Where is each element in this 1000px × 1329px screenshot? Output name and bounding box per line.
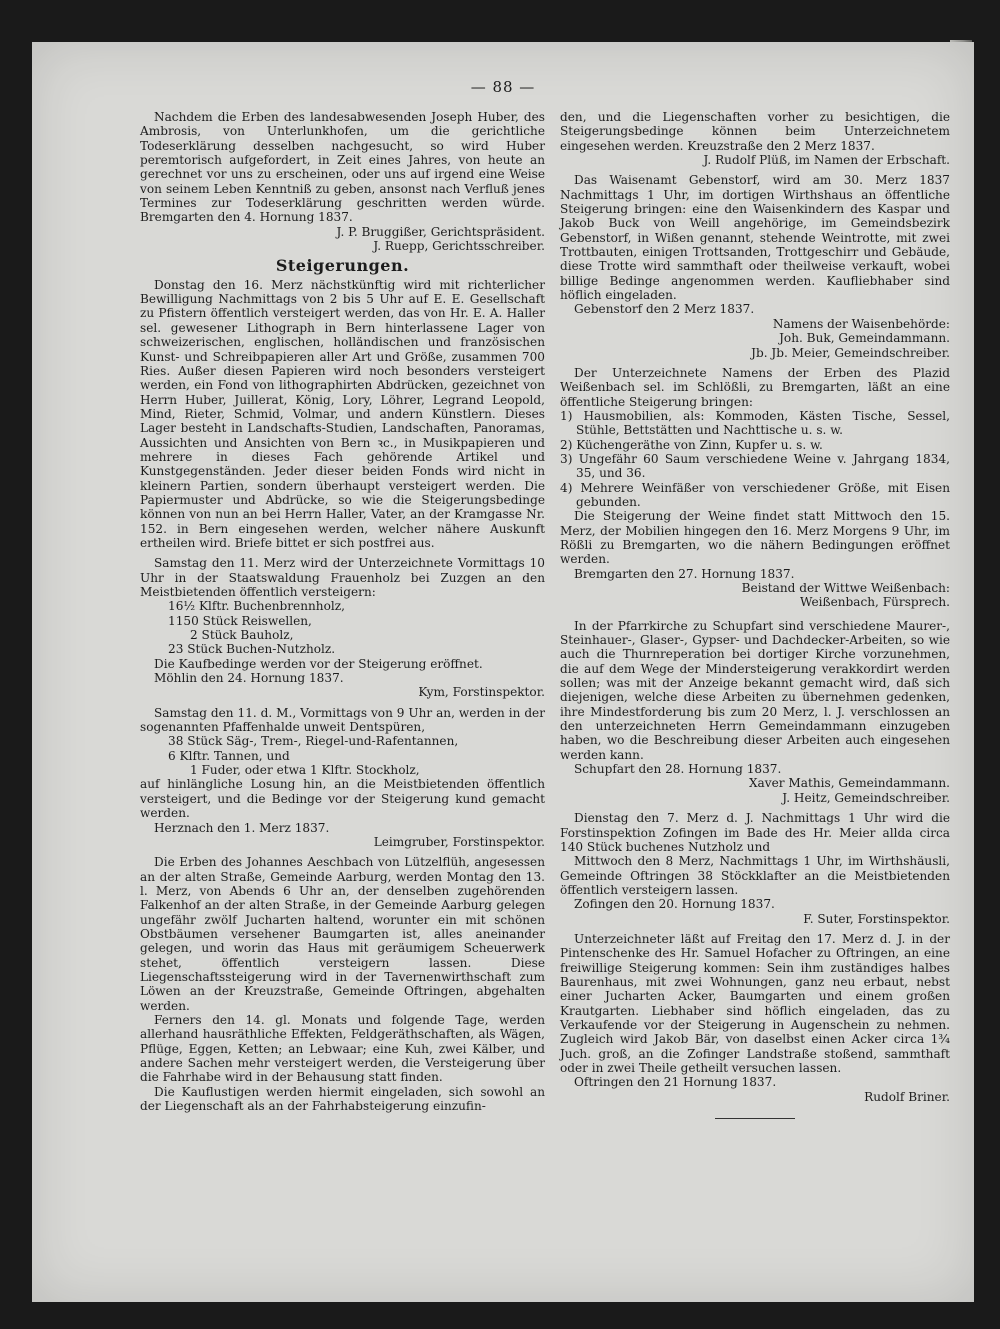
- notice-pfaffenhalde-item: 6 Klftr. Tannen, und: [168, 748, 290, 763]
- notice-pfaffenhalde-place: Herznach den 1. Merz 1837.: [154, 820, 330, 835]
- notice-pfaffenhalde-item: 38 Stück Säg-, Trem-, Riegel-und-Rafentannen,: [168, 734, 459, 749]
- notice-huber-sign-2: J. Ruepp, Gerichtsschreiber.: [373, 239, 545, 254]
- notice-weissenbach-sign: Weißenbach, Fürsprech.: [800, 595, 950, 610]
- notice-weissenbach-intro: Der Unterzeichnete Namens der Erben des Plazid Weißenbach sel. im Schlößli, zu Bremgarten, läßt an eine öffentliche Steigerung bringen:: [560, 365, 950, 409]
- notice-schupfart-sign-2: J. Heitz, Gemeindschreiber.: [782, 790, 950, 805]
- notice-gebenstorf-sign-2: Jb. Jb. Meier, Gemeindschreiber.: [751, 345, 950, 360]
- notice-gebenstorf-sign-1: Joh. Buk, Gemeindammann.: [779, 331, 950, 346]
- notice-zofingen-sign: F. Suter, Forstinspektor.: [803, 911, 950, 926]
- notice-schupfart-text: In der Pfarrkirche zu Schupfart sind verschiedene Maurer-, Steinhauer-, Glaser-, Gypser- und Dachdecker-Arbeiten, so wie auch die Thurnreperation bei dortiger Kirche vorzunehmen, die auf dem Wege der Mindersteigerung verakkordirt werden sollen; was mit der Anzeige bekannt gemacht wird, daß sich diejenigen, welche diese Arbeiten zu übernehmen gedenken, ihre Mindestforderung bis zum 20 Merz, l. J. verschlossen an den unterzeichneten Herrn Gemeindammann einzugeben haben, wo die Beschreibung dieser Arbeiten auch eingesehen werden kann.: [560, 618, 950, 762]
- notice-aeschbach-p1: Die Erben des Johannes Aeschbach von Lützelflüh, angesessen an der alten Straße, Gemeinde Aarburg, werden Montag den 13. l. Merz, von Abends 6 Uhr an, der denselben zugehörenden Falkenhof an der alten Straße, in der Gemeinde Aarburg gelegen ungefähr zwölf Jucharten haltend, worunter ein mit schönen Obstbäumen versehener Baumgarten ist, alles aneinander gelegen, und worin das Haus mit geräumigem Scheuerwerk stehet, öffentlich versteigern lassen. Diese Liegenschaftssteigerung wird in der Tavernenwirthschaft zum Löwen an der Kreuzstraße, Gemeinde Oftringen, abgehalten werden.: [140, 855, 545, 1013]
- notice-huber-sign-1: J. P. Bruggißer, Gerichtspräsident.: [336, 224, 545, 239]
- notice-aeschbach-p3: Die Kauflustigen werden hiermit eingeladen, sich sowohl an der Liegenschaft als an der Fahrhabsteigerung einzufin-: [140, 1084, 545, 1114]
- notice-zofingen-place: Zofingen den 20. Hornung 1837.: [574, 897, 775, 912]
- notice-weissenbach-sign-head: Beistand der Wittwe Weißenbach:: [741, 581, 950, 595]
- notice-schupfart-place: Schupfart den 28. Hornung 1837.: [574, 762, 782, 777]
- newspaper-page: [32, 42, 974, 1302]
- notice-schupfart-sign-1: Xaver Mathis, Gemeindammann.: [748, 776, 950, 791]
- notice-pluess-sign: J. Rudolf Plüß, im Namen der Erbschaft.: [703, 153, 950, 168]
- notice-weissenbach-item: 3) Ungefähr 60 Saum verschiedene Weine v. Jahrgang 1834, 35, und 36.: [560, 451, 950, 481]
- notice-weissenbach-place: Bremgarten den 27. Hornung 1837.: [574, 566, 795, 581]
- notice-pfaffenhalde-item: 1 Fuder, oder etwa 1 Klftr. Stockholz,: [190, 763, 420, 778]
- end-rule: [715, 1118, 795, 1119]
- notice-huber-text: Nachdem die Erben des landesabwesenden Joseph Huber, des Ambrosis, von Unterlunkhofen, um die gerichtliche Todeserklärung desselben nachgesucht, so wird Huber peremtorisch aufgefordert, in Zeit eines Jahres, von heute an gerechnet vor uns zu erscheinen, oder uns auf irgend eine Weise von seinem Leben Kenntniß zu geben, ansonst nach Verfluß jenes Termines zur Todeserklärung geschritten werden würde. Bremgarten den 4. Hornung 1837.: [140, 110, 545, 225]
- notice-frauenholz-cond: Die Kaufbedinge werden vor der Steigerung eröffnet.: [154, 656, 483, 671]
- notice-oftringen-text: Unterzeichneter läßt auf Freitag den 17. Merz d. J. in der Pintenschenke des Hr. Samuel Hofacher zu Oftringen, an eine freiwillige Steigerung kommen: Sein ihm zuständiges halbes Baurenhaus, mit zwei Wohnungen, ganz neu erbaut, nebst einer Jucharten Acker, Baumgarten und einem großen Krautgarten. Liebhaber sind höflich eingeladen, das zu Verkaufende vor der Steigerung in Augenschein zu nehmen. Zugleich wird Jakob Bär, von daselbst einen Acker circa 1¾ Juch. groß, an die Zofinger Landstraße stoßend, sammthaft oder in zwei Theile getheilt versuchen lassen.: [560, 931, 950, 1075]
- notice-pluess-cont: den, und die Liegenschaften vorher zu besichtigen, die Steigerungsbedinge können beim Unterzeichnetem eingesehen werden. Kreuzstraße den 2 Merz 1837.: [560, 110, 950, 153]
- notice-weissenbach-item: 1) Hausmobilien, als: Kommoden, Kästen Tische, Sessel, Stühle, Bettstätten und Nachttische u. s. w.: [560, 408, 950, 438]
- notice-zofingen-p1: Dienstag den 7. Merz d. J. Nachmittags 1 Uhr wird die Forstinspektion Zofingen im Bade des Hr. Meier allda circa 140 Stück buchenes Nutzholz und: [560, 811, 950, 854]
- notice-frauenholz-item: 1150 Stück Reiswellen,: [168, 613, 312, 628]
- notice-pfaffenhalde-intro: Samstag den 11. d. M., Vormittags von 9 Uhr an, werden in der sogenannten Pfaffenhalde unweit Dentspüren,: [140, 705, 545, 735]
- notice-zofingen-p2: Mittwoch den 8 Merz, Nachmittags 1 Uhr, im Wirthshäusli, Gemeinde Oftringen 38 Stöckklafter an die Meistbietenden öffentlich versteigern lassen.: [560, 854, 950, 897]
- page-number: — 88 —: [470, 78, 536, 96]
- notice-pfaffenhalde-sign: Leimgruber, Forstinspektor.: [373, 834, 545, 849]
- notice-frauenholz-item: 23 Stück Buchen-Nutzholz.: [168, 642, 336, 657]
- notice-weissenbach-text: Die Steigerung der Weine findet statt Mittwoch den 15. Merz, der Mobilien hingegen den 16. Merz Morgens 9 Uhr, im Rößli zu Bremgarten, wo die nähern Bedingungen eröffnet werden.: [560, 509, 950, 567]
- right-column: [560, 110, 950, 1119]
- notice-gebenstorf-sign-head: Namens der Waisenbehörde:: [772, 316, 950, 331]
- notice-aeschbach-p2: Ferners den 14. gl. Monats und folgende Tage, werden allerhand hausräthliche Effekten, Feldgeräthschaften, als Wägen, Pflüge, Eggen, Ketten; an Lebwaar; eine Kuh, zwei Kälber, und andere Sachen mehr versteigert werden, die Versteigerung über die Fahrhabe wird in der Behausung statt finden.: [140, 1012, 545, 1085]
- notice-pfaffenhalde-rest: auf hinlängliche Losung hin, an die Meistbietenden öffentlich versteigert, und die Bedinge vor der Steigerung kund gemacht werden.: [140, 777, 545, 821]
- notice-gebenstorf-text: Das Waisenamt Gebenstorf, wird am 30. Merz 1837 Nachmittags 1 Uhr, im dortigen Wirthshaus an öffentliche Steigerung bringen: eine den Waisenkindern des Kaspar und Jakob Buck von Weill angehörige, im Gemeindsbezirk Gebenstorf, in Wißen genannt, stehende Weintrotte, mit zwei Trottbauten, einigen Trottsanden, Trottgeschirr und Gebäude, diese Trotte wird sammthaft oder theilweise verkauft, wobei billige Bedinge angenommen werden. Kaufliebhaber sind höflich eingeladen.: [560, 173, 950, 303]
- notice-gebenstorf-place: Gebenstorf den 2 Merz 1837.: [574, 302, 755, 317]
- notice-weissenbach-item: 4) Mehrere Weinfäßer von verschiedener Größe, mit Eisen gebunden.: [560, 480, 950, 509]
- section-title: Steigerungen.: [275, 256, 410, 276]
- notice-frauenholz-place: Möhlin den 24. Hornung 1837.: [154, 671, 344, 686]
- notice-oftringen-sign: Rudolf Briner.: [864, 1089, 950, 1104]
- notice-oftringen-place: Oftringen den 21 Hornung 1837.: [574, 1075, 777, 1090]
- notice-frauenholz-item: 16½ Klftr. Buchenbrennholz,: [168, 599, 345, 614]
- notice-frauenholz-intro: Samstag den 11. Merz wird der Unterzeichnete Vormittags 10 Uhr in der Staatswaldung Frauenholz bei Zuzgen an den Meistbietenden öffentlich versteigern:: [140, 556, 545, 599]
- notice-weissenbach-item: 2) Küchengeräthe von Zinn, Kupfer u. s. w.: [560, 437, 823, 452]
- notice-haller-text: Donstag den 16. Merz nächstkünftig wird mit richterlicher Bewilligung Nachmittags von 2 bis 5 Uhr auf E. E. Gesellschaft zu Pfistern öffentlich versteigert werden, das von Hr. E. A. Haller sel. gewesener Lithograph in Bern hinterlassene Lager von schweizerischen, englischen, holländischen und französischen Kunst- und Schreibpapieren aller Art und Größe, zusammen 700 Ries. Außer diesen Papieren wird noch besonders versteigert werden, ein Fond von lithographirten Abdrücken, gezeichnet von Herrn Huber, Juillerat, König, Lory, Löhrer, Legrand Leopold, Mind, Rieter, Schmid, Volmar, und andern Künstlern. Dieses Lager besteht in Landschafts-Studien, Landschaften, Panoramas, Aussichten und Ansichten von Bern ꝛc., in Musikpapieren und mehrere in dieses Fach gehörende Artikel und Kunstgegenständen. Jeder dieser beiden Fonds wird nicht in kleinern Partien, sondern überhaupt versteigert werden. Die Papiermuster und Abdrücke, so wie die Steigerungsbedinge können von nun an bei Herrn Haller, Vater, an der Kramgasse Nr. 152. in Bern eingesehen werden, welcher nähere Auskunft ertheilen wird. Briefe bittet er sich postfrei aus.: [140, 277, 545, 550]
- left-column: [140, 110, 545, 1113]
- notice-frauenholz-item: 2 Stück Bauholz,: [190, 628, 294, 643]
- notice-frauenholz-sign: Kym, Forstinspektor.: [418, 685, 545, 700]
